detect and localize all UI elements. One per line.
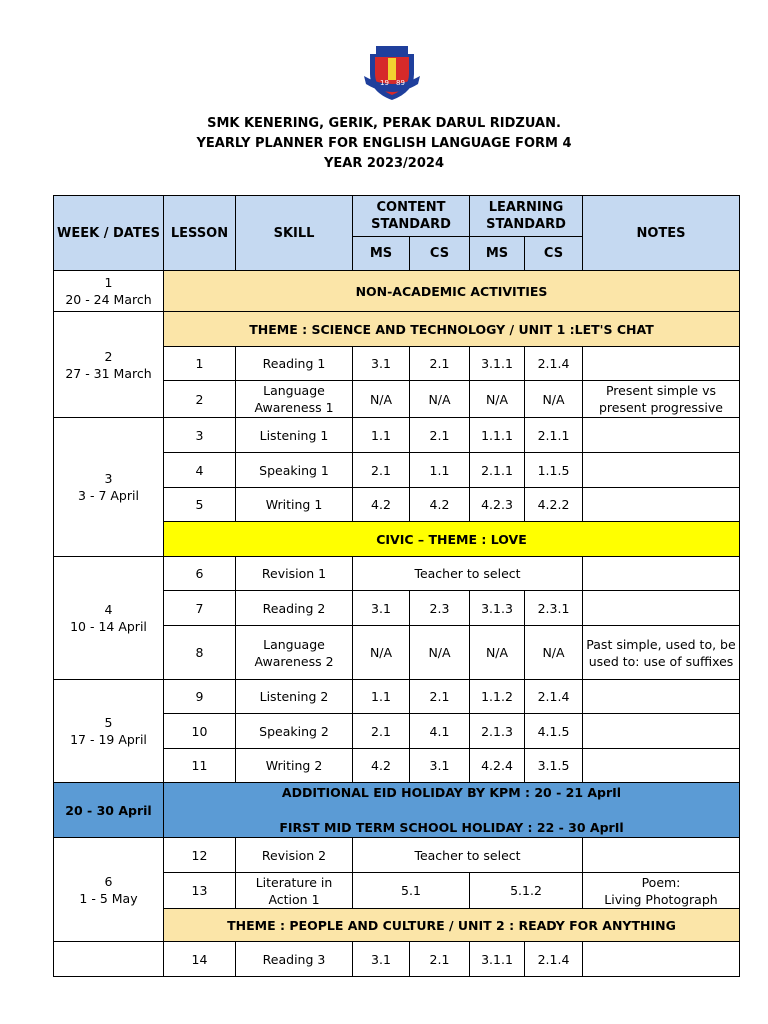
week-dates: 3 - 7 April [78, 488, 139, 503]
skill-cell: Revision 2 [236, 838, 353, 873]
week-dates: 10 - 14 April [70, 619, 147, 634]
learning-ms-cell: 2.1.3 [470, 714, 525, 749]
holiday-dates-cell: 20 - 30 April [54, 783, 164, 838]
learning-ms-cell: 1.1.2 [470, 680, 525, 714]
skill-cell: Literature in Action 1 [236, 873, 353, 909]
academic-year: YEAR 2023/2024 [323, 156, 444, 171]
learning-ms-cell: 2.1.1 [470, 453, 525, 488]
week-5-cell [54, 680, 164, 783]
header-row [54, 196, 740, 237]
content-ms-cell: 3.1 [353, 591, 410, 626]
skill-cell: Writing 1 [236, 488, 353, 522]
content-cs-cell: 4.1 [410, 714, 470, 749]
notes-cell [583, 591, 740, 626]
learning-ms-cell: N/A [470, 626, 525, 680]
skill-cell: Language Awareness 2 [236, 626, 353, 680]
lesson-number: 4 [164, 453, 236, 488]
week-2-theme-row [54, 312, 740, 347]
content-cs-cell: N/A [410, 381, 470, 418]
lesson-row [54, 838, 740, 873]
notes-cell [583, 347, 740, 381]
skill-cell: Listening 2 [236, 680, 353, 714]
week-number: 6 [104, 873, 113, 889]
week-number: 2 [104, 348, 113, 364]
skill-cell: Reading 2 [236, 591, 353, 626]
standards-merged-cell: Teacher to select [353, 838, 583, 873]
lesson-number: 9 [164, 680, 236, 714]
lesson-row [54, 680, 740, 714]
yearly-planner-table [53, 195, 740, 977]
skill-cell: Revision 1 [236, 557, 353, 591]
week-number: 1 [104, 275, 113, 290]
learning-cs-cell: 3.1.5 [525, 749, 583, 783]
content-ms-cell: 4.2 [353, 749, 410, 783]
school-name: SMK KENERING, GERIK, PERAK DARUL RIDZUAN. [207, 116, 561, 131]
content-cs-cell: 3.1 [410, 749, 470, 783]
lesson-row [54, 557, 740, 591]
content-ms-cell: N/A [353, 626, 410, 680]
notes-cell [583, 749, 740, 783]
skill-cell: Listening 1 [236, 418, 353, 453]
mid-term-holiday-text: FIRST MID TERM SCHOOL HOLIDAY : 22 - 30 AprIl [279, 820, 624, 835]
skill-cell: Reading 1 [236, 347, 353, 381]
lesson-number: 2 [164, 381, 236, 418]
notes-cell [583, 873, 740, 909]
header-week-dates: WEEK / DATES [54, 196, 164, 271]
holiday-row [54, 783, 740, 838]
learning-cs-cell: 2.1.4 [525, 680, 583, 714]
content-ms-cell: 2.1 [353, 453, 410, 488]
header-notes: NOTES [583, 196, 740, 271]
lesson-row [54, 418, 740, 453]
week-dates: 27 - 31 March [65, 365, 152, 381]
notes-cell [583, 418, 740, 453]
content-cs-cell: 2.1 [410, 942, 470, 977]
holiday-banner [164, 783, 740, 838]
content-ms-cell: 4.2 [353, 488, 410, 522]
lesson-number: 6 [164, 557, 236, 591]
lesson-number: 12 [164, 838, 236, 873]
content-ms-cell: N/A [353, 381, 410, 418]
learning-ms-cell: 4.2.4 [470, 749, 525, 783]
learning-cs-cell: 2.3.1 [525, 591, 583, 626]
week-dates: 17 - 19 April [70, 732, 147, 747]
week-number: 4 [104, 602, 113, 617]
content-cs-cell: 2.1 [410, 418, 470, 453]
lesson-number: 10 [164, 714, 236, 749]
learning-cs-cell: 1.1.5 [525, 453, 583, 488]
notes-cell [583, 714, 740, 749]
learning-cs-cell: N/A [525, 381, 583, 418]
week-1-row [54, 271, 740, 312]
civic-theme-banner: CIVIC – THEME : LOVE [164, 522, 740, 557]
learning-ms-cell: 3.1.1 [470, 347, 525, 381]
planner-title: YEARLY PLANNER FOR ENGLISH LANGUAGE FORM 4 [196, 136, 572, 151]
learning-ms-cell: 1.1.1 [470, 418, 525, 453]
week-number: 3 [104, 471, 113, 486]
week-dates: 1 - 5 May [79, 890, 138, 906]
header-lesson: LESSON [164, 196, 236, 271]
learning-cs-cell: N/A [525, 626, 583, 680]
crest-year-right: 89 [396, 79, 405, 87]
header-content-standard: CONTENT STANDARD [353, 196, 470, 237]
learning-cs-cell: 2.1.1 [525, 418, 583, 453]
lesson-number: 14 [164, 942, 236, 977]
notes-cell [583, 453, 740, 488]
learning-ms-cell: N/A [470, 381, 525, 418]
notes-cell [583, 488, 740, 522]
content-ms-cell: 1.1 [353, 418, 410, 453]
lesson-number: 3 [164, 418, 236, 453]
school-crest-logo [362, 44, 422, 102]
notes-line: Living Photograph [604, 891, 718, 907]
week-1-cell [54, 271, 164, 312]
content-cs-cell: 2.1 [410, 680, 470, 714]
eid-holiday-text: ADDITIONAL EID HOLIDAY BY KPM : 20 - 21 AprIl [281, 785, 622, 800]
header-content-ms: MS [353, 237, 410, 271]
skill-cell: Language Awareness 1 [236, 381, 353, 418]
theme-unit-2-banner: THEME : PEOPLE AND CULTURE / UNIT 2 : READY FOR ANYTHING [164, 909, 740, 942]
lesson-number: 1 [164, 347, 236, 381]
content-cs-cell: 2.3 [410, 591, 470, 626]
standards-merged-cell: Teacher to select [353, 557, 583, 591]
learning-ms-cell: 4.2.3 [470, 488, 525, 522]
week-dates: 20 - 24 March [65, 292, 152, 307]
crest-year-left: 19 [380, 79, 389, 87]
week-6-cell [54, 838, 164, 942]
lesson-number: 11 [164, 749, 236, 783]
header-skill: SKILL [236, 196, 353, 271]
content-cs-cell: 1.1 [410, 453, 470, 488]
content-ms-cell: 2.1 [353, 714, 410, 749]
notes-cell [583, 557, 740, 591]
content-ms-cell: 3.1 [353, 347, 410, 381]
non-academic-banner: NON-ACADEMIC ACTIVITIES [164, 271, 740, 312]
notes-cell: Past simple, used to, be used to: use of suffixes [583, 626, 740, 680]
learning-ms-cell: 3.1.3 [470, 591, 525, 626]
content-cs-cell: N/A [410, 626, 470, 680]
content-cs-cell: 2.1 [410, 347, 470, 381]
learning-cs-cell: 2.1.4 [525, 942, 583, 977]
notes-cell [583, 680, 740, 714]
learning-cs-cell: 4.2.2 [525, 488, 583, 522]
skill-cell: Reading 3 [236, 942, 353, 977]
learning-ms-cell: 3.1.1 [470, 942, 525, 977]
week-4-cell [54, 557, 164, 680]
week-number: 5 [104, 715, 113, 730]
lesson-number: 7 [164, 591, 236, 626]
header-learning-cs: CS [525, 237, 583, 271]
learning-cs-cell: 4.1.5 [525, 714, 583, 749]
lesson-number: 8 [164, 626, 236, 680]
week-2-cell [54, 312, 164, 418]
notes-cell: Present simple vs present progressive [583, 381, 740, 418]
header-learning-ms: MS [470, 237, 525, 271]
week-7-row [54, 942, 740, 977]
content-ms-cell: 1.1 [353, 680, 410, 714]
header-learning-standard: LEARNING STANDARD [470, 196, 583, 237]
notes-line: Poem: [641, 874, 681, 890]
lesson-number: 5 [164, 488, 236, 522]
content-standard-merged-cell: 5.1 [353, 873, 470, 909]
notes-cell [583, 942, 740, 977]
theme-unit-1-banner: THEME : SCIENCE AND TECHNOLOGY / UNIT 1 :LET'S CHAT [164, 312, 740, 347]
week-3-cell [54, 418, 164, 557]
content-cs-cell: 4.2 [410, 488, 470, 522]
skill-cell: Speaking 2 [236, 714, 353, 749]
skill-cell: Writing 2 [236, 749, 353, 783]
week-cell-empty [54, 942, 164, 977]
skill-cell: Speaking 1 [236, 453, 353, 488]
notes-cell [583, 838, 740, 873]
header-content-cs: CS [410, 237, 470, 271]
lesson-number: 13 [164, 873, 236, 909]
learning-standard-merged-cell: 5.1.2 [470, 873, 583, 909]
content-ms-cell: 3.1 [353, 942, 410, 977]
learning-cs-cell: 2.1.4 [525, 347, 583, 381]
